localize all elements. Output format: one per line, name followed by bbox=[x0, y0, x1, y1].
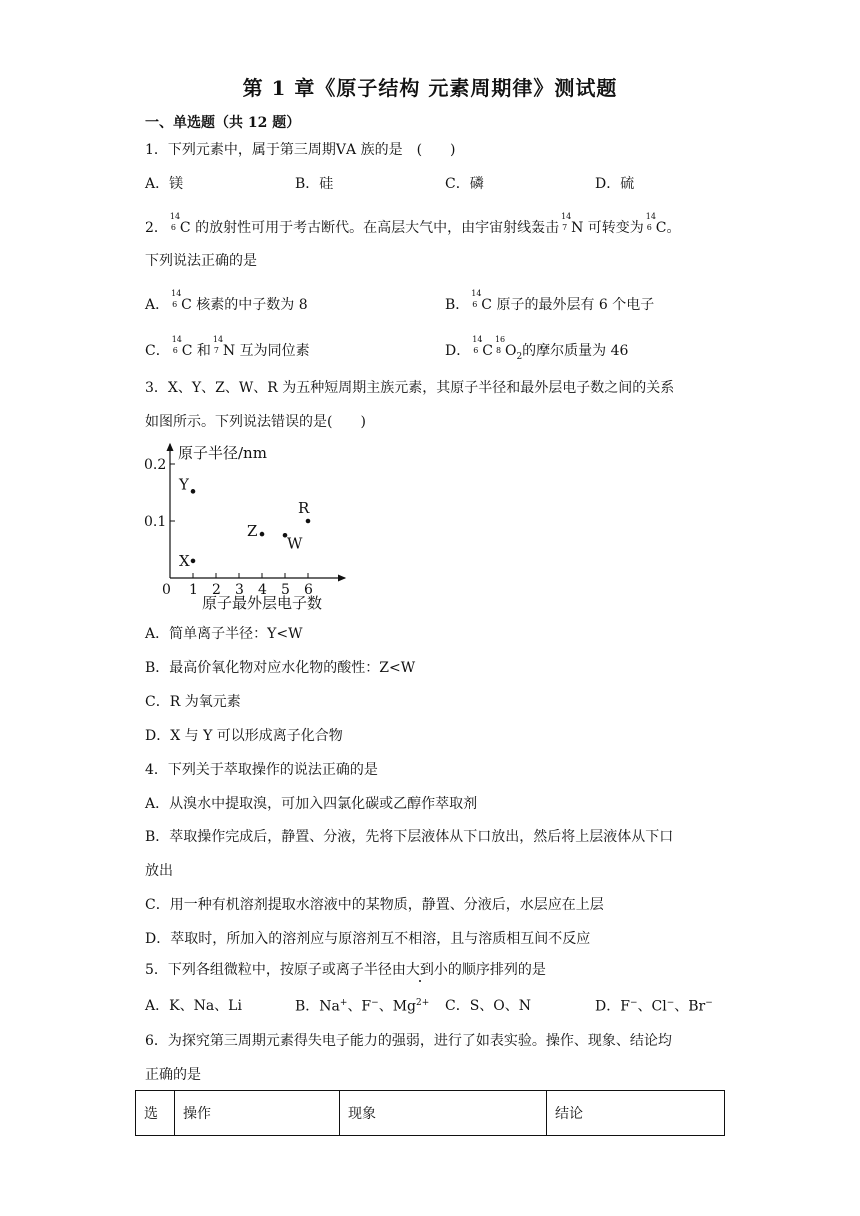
isotope-c14 bbox=[169, 289, 182, 309]
isotope-z: 7 bbox=[213, 346, 219, 355]
option-text: B．Na bbox=[295, 998, 340, 1015]
data-point-r bbox=[306, 519, 311, 524]
question-2-stem-line2: 下列说法正确的是 bbox=[145, 253, 257, 269]
isotope-mass: 14 bbox=[212, 335, 224, 344]
x-axis-label: 原子最外层电子数 bbox=[202, 594, 323, 612]
isotope-z: 7 bbox=[562, 223, 568, 232]
data-point-x bbox=[191, 559, 196, 564]
option-text: C 核素的中子数为 8 bbox=[181, 297, 308, 313]
isotope-n14 bbox=[211, 335, 224, 355]
table-header-cell: 操作 bbox=[175, 1091, 340, 1136]
table-header-row bbox=[136, 1091, 725, 1136]
q5-option-b bbox=[295, 999, 429, 1014]
q2-option-d bbox=[445, 335, 629, 362]
isotope-mass: 14 bbox=[171, 289, 182, 298]
question-3-stem: 3．X、Y、Z、W、R 为五种短周期主族元素，其原子半径和最外层电子数之间的关系 bbox=[145, 380, 675, 396]
q3-option-b: B．最高价氧化物对应水化物的酸性：Z<W bbox=[145, 660, 416, 676]
q3-option-d: D．X 与 Y 可以形成离子化合物 bbox=[145, 728, 343, 744]
isotope-c14 bbox=[644, 212, 656, 232]
option-text: C 和 bbox=[181, 343, 211, 359]
isotope-z: 6 bbox=[172, 300, 178, 309]
option-prefix: D． bbox=[445, 343, 471, 359]
q2-option-a bbox=[145, 289, 308, 313]
isotope-mass: 14 bbox=[561, 212, 572, 221]
point-label-y: Y bbox=[179, 475, 189, 494]
question-1-stem: 1．下列元素中，属于第三周期ⅤA 族的是 ( ) bbox=[145, 142, 456, 158]
q2-number: 2． bbox=[145, 220, 168, 236]
q1-option-d: D．硫 bbox=[595, 176, 635, 192]
q2-stem-text-1: C 的放射性可用于考古断代。在高层大气中，由宇宙射线轰击 bbox=[179, 220, 560, 236]
option-prefix: A． bbox=[145, 297, 170, 313]
isotope-mass: 14 bbox=[171, 335, 182, 344]
charge: − bbox=[629, 998, 638, 1008]
option-text: N 互为同位素 bbox=[222, 343, 310, 359]
option-text: 、Br bbox=[674, 998, 706, 1015]
q2-option-c bbox=[145, 335, 310, 359]
q4-option-b-cont: 放出 bbox=[145, 863, 173, 879]
isotope-c14 bbox=[470, 335, 483, 355]
point-label-z: Z bbox=[247, 522, 258, 541]
x-tick-label: 5 bbox=[281, 582, 290, 598]
isotope-z: 8 bbox=[495, 346, 502, 355]
option-text: 、Cl bbox=[637, 998, 667, 1015]
isotope-c14 bbox=[469, 289, 482, 309]
y-axis-label: 原子半径/nm bbox=[178, 444, 267, 462]
option-text: O bbox=[504, 343, 517, 359]
data-point-y bbox=[191, 489, 196, 494]
q2-option-b bbox=[445, 289, 655, 313]
option-text: C 原子的最外层有 6 个电子 bbox=[481, 297, 655, 313]
q5-stem-text: 的顺序排列的是 bbox=[447, 962, 546, 978]
experiment-table bbox=[135, 1090, 725, 1136]
q3-option-a: A．简单离子半径：Y<W bbox=[145, 626, 303, 642]
table-header-cell: 现象 bbox=[340, 1091, 547, 1136]
q2-stem-text-3: C。 bbox=[655, 220, 681, 236]
scatter-chart bbox=[140, 438, 355, 618]
point-label-r: R bbox=[298, 499, 310, 517]
isotope-mass: 14 bbox=[169, 212, 181, 221]
question-6-stem: 6．为探究第三周期元素得失电子能力的强弱，进行了如表实验。操作、现象、结论均 bbox=[145, 1033, 672, 1049]
charge: 2+ bbox=[416, 998, 430, 1008]
table-header-cell: 结论 bbox=[547, 1091, 725, 1136]
option-text: D．F bbox=[595, 998, 630, 1015]
charge: − bbox=[705, 998, 713, 1008]
y-tick-label: 0.1 bbox=[144, 514, 167, 530]
x-tick-label: 3 bbox=[235, 582, 244, 598]
question-3-stem-line2: 如图所示。下列说法错误的是( ) bbox=[145, 414, 366, 430]
q1-option-a: A．镁 bbox=[145, 176, 184, 192]
x-tick-label: 2 bbox=[212, 582, 221, 598]
q5-stem-text: 5．下列各组微粒中，按原子或离子半径 bbox=[145, 962, 392, 978]
option-text: 的摩尔质量为 46 bbox=[522, 343, 629, 359]
option-text: C bbox=[482, 343, 493, 359]
x-tick-label: 0 bbox=[162, 582, 171, 598]
point-label-w: W bbox=[287, 534, 303, 553]
isotope-z: 6 bbox=[472, 300, 478, 309]
q3-option-c: C．R 为氧元素 bbox=[145, 694, 241, 710]
x-tick-label: 4 bbox=[258, 582, 267, 598]
option-prefix: C． bbox=[145, 343, 170, 359]
q4-option-b: B．萃取操作完成后，静置、分液，先将下层液体从下口放出，然后将上层液体从下口 bbox=[145, 829, 674, 845]
isotope-mass: 16 bbox=[494, 335, 506, 344]
isotope-z: 6 bbox=[172, 346, 178, 355]
option-text: 、F bbox=[347, 998, 372, 1015]
q1-option-b: B．硅 bbox=[295, 176, 334, 192]
isotope-mass: 14 bbox=[471, 289, 482, 298]
isotope-n14 bbox=[559, 212, 572, 232]
isotope-z: 6 bbox=[473, 346, 479, 355]
section-heading: 一、单选题（共 12 题） bbox=[145, 115, 301, 131]
q4-option-d: D．萃取时，所加入的溶剂应与原溶剂互不相溶，且与溶质相互间不反应 bbox=[145, 931, 591, 947]
q5-option-d bbox=[595, 999, 713, 1014]
emphasis-text: 由大到小 bbox=[391, 962, 448, 978]
question-5-stem bbox=[145, 963, 546, 977]
data-point-z bbox=[260, 532, 265, 537]
question-6-stem-line2: 正确的是 bbox=[145, 1067, 201, 1083]
isotope-z: 6 bbox=[646, 223, 652, 232]
q2-stem-text-2: N 可转变为 bbox=[571, 220, 644, 236]
charge: − bbox=[666, 998, 675, 1008]
isotope-c14 bbox=[168, 212, 181, 232]
q4-option-c: C．用一种有机溶剂提取水溶液中的某物质，静置、分液后，水层应在上层 bbox=[145, 897, 604, 913]
option-prefix: B． bbox=[445, 297, 470, 313]
isotope-o16 bbox=[493, 335, 506, 355]
isotope-mass: 14 bbox=[645, 212, 656, 221]
page-title: 第 1 章《原子结构 元素周期律》测试题 bbox=[242, 76, 618, 100]
isotope-c14 bbox=[170, 335, 182, 355]
point-label-x: X bbox=[179, 551, 190, 570]
q5-option-c: C．S、O、N bbox=[445, 998, 532, 1014]
x-tick-label: 6 bbox=[304, 582, 313, 598]
q5-option-a: A．K、Na、Li bbox=[145, 998, 242, 1014]
charge: − bbox=[371, 998, 379, 1008]
question-4-stem: 4．下列关于萃取操作的说法正确的是 bbox=[145, 762, 378, 778]
option-text: 、Mg bbox=[378, 998, 416, 1015]
isotope-z: 6 bbox=[170, 223, 177, 232]
x-tick-label: 1 bbox=[189, 582, 198, 598]
q4-option-a: A．从溴水中提取溴，可加入四氯化碳或乙醇作萃取剂 bbox=[145, 796, 478, 812]
question-2-stem bbox=[145, 212, 681, 236]
subscript: 2 bbox=[516, 351, 523, 362]
charge: + bbox=[339, 998, 348, 1008]
isotope-mass: 14 bbox=[472, 335, 483, 344]
table-header-cell: 选 bbox=[136, 1091, 175, 1136]
y-tick-label: 0.2 bbox=[144, 457, 167, 473]
q1-option-c: C．磷 bbox=[445, 176, 484, 192]
